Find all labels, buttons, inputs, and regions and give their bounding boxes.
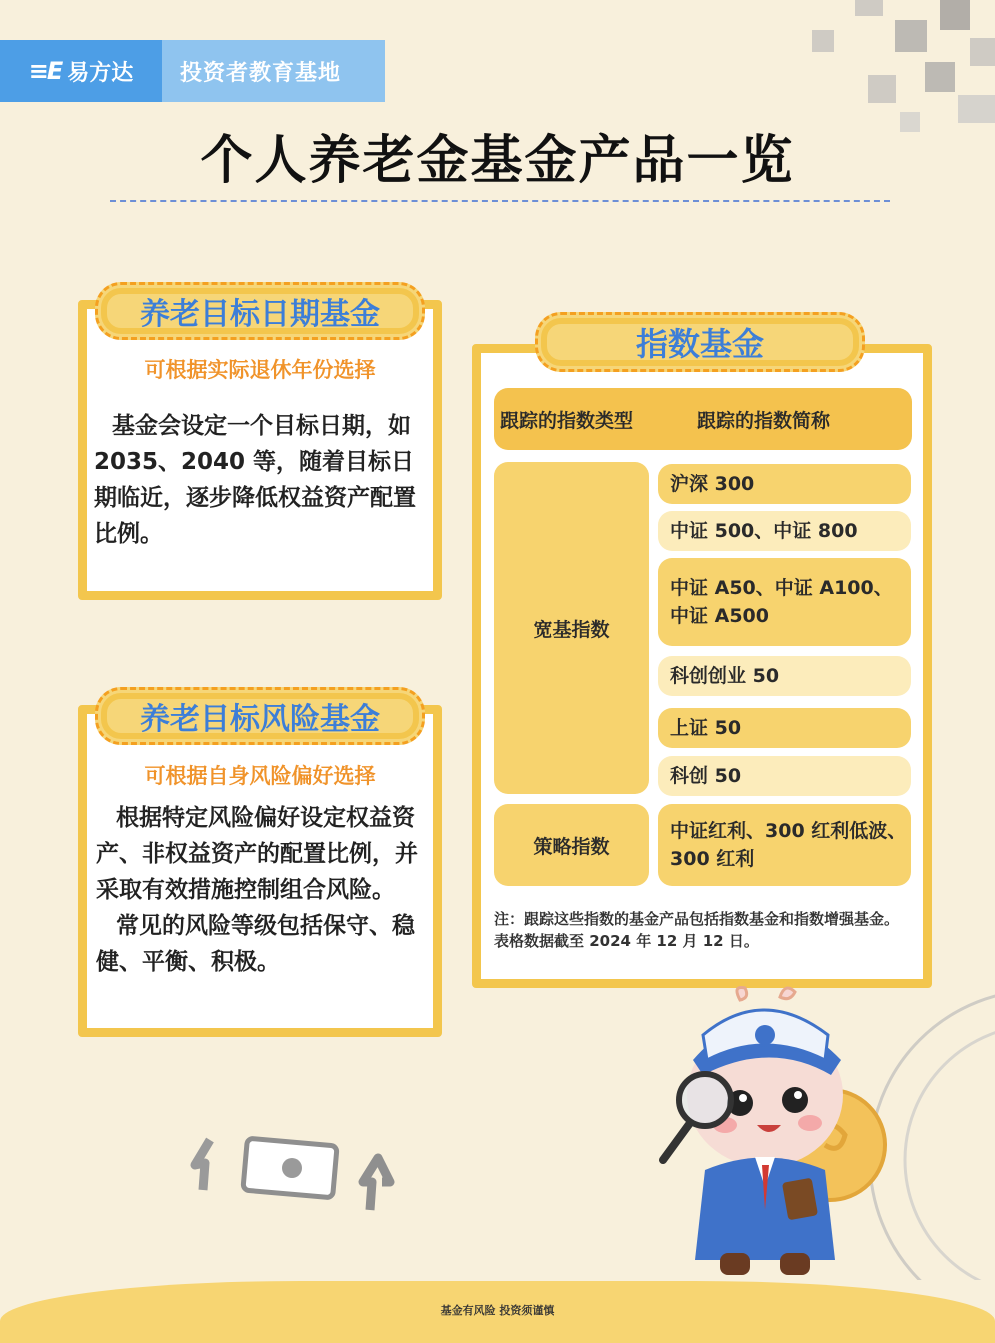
target-date-title: 养老目标日期基金 — [95, 282, 425, 340]
index-fund-title: 指数基金 — [535, 312, 865, 372]
mascot-detective — [645, 985, 895, 1280]
header-type: 跟踪的指数类型 — [500, 409, 634, 432]
pixel-decor — [925, 62, 955, 92]
pixel-decor — [895, 20, 927, 52]
target-risk-body-2: 常见的风险等级包括保守、稳健、平衡、积极。 — [96, 913, 415, 975]
title-divider — [110, 200, 890, 202]
brand-channel: 投资者教育基地 — [180, 60, 342, 86]
page-title: 个人养老金基金产品一览 — [200, 131, 795, 191]
target-risk-subtitle: 可根据自身风险偏好选择 — [144, 764, 376, 788]
header-name: 跟踪的指数简称 — [697, 409, 831, 432]
pixel-decor — [970, 38, 995, 66]
logo-icon: ≡E — [28, 57, 62, 85]
pixel-decor — [855, 0, 883, 16]
table-header — [494, 388, 912, 450]
broad-index-item: 沪深 300 — [658, 464, 911, 504]
broad-index-item: 上证 50 — [658, 708, 911, 748]
pixel-decor — [940, 0, 970, 30]
risk-disclaimer: 基金有风险 投资须谨慎 — [440, 1304, 555, 1317]
target-risk-title: 养老目标风险基金 — [95, 687, 425, 745]
brand-logo[interactable] — [0, 40, 162, 102]
strategy-index-item: 中证红利、300 红利低波、300 红利 — [658, 804, 911, 886]
broad-index-item: 科创 50 — [658, 756, 911, 796]
broad-index-item: 科创创业 50 — [658, 656, 911, 696]
target-date-body: 基金会设定一个目标日期，如2035、2040 等，随着目标日期临近，逐步降低权益资产配置比例。 — [94, 413, 416, 547]
brand-name: 易方达 — [67, 60, 134, 86]
broad-index-label: 宽基指数 — [494, 462, 649, 794]
target-date-subtitle: 可根据实际退休年份选择 — [144, 358, 376, 382]
pixel-decor — [812, 30, 834, 52]
brand-bar — [0, 40, 385, 102]
table-note: 注：跟踪这些指数的基金产品包括指数基金和指数增强基金。表格数据截至 2024 年 12 月 12 日。 — [494, 910, 900, 950]
cash-swap-icon — [185, 1130, 400, 1215]
pixel-decor — [868, 75, 896, 103]
broad-index-item: 中证 500、中证 800 — [658, 511, 911, 551]
broad-index-item: 中证 A50、中证 A100、中证 A500 — [658, 558, 911, 646]
target-risk-body-1: 根据特定风险偏好设定权益资产、非权益资产的配置比例，并采取有效措施控制组合风险。 — [96, 805, 418, 903]
strategy-index-label: 策略指数 — [494, 804, 649, 886]
